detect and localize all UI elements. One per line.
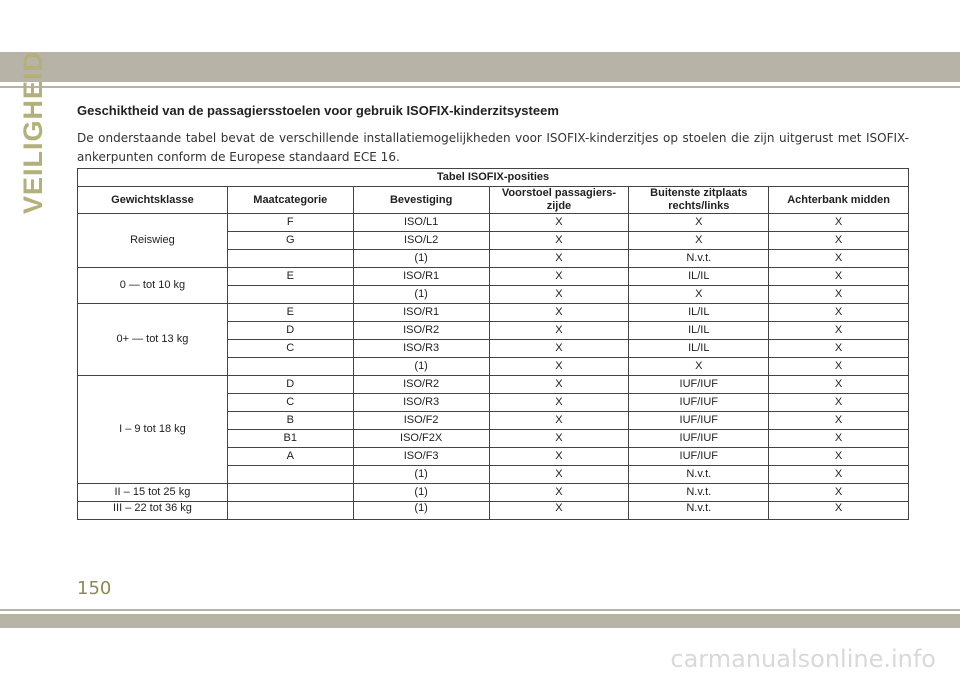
table-cell: X [489, 394, 629, 412]
table-cell: X [769, 232, 909, 250]
table-row [78, 376, 909, 394]
column-header: Buitenste zitplaats rechts/links [629, 187, 769, 214]
table-cell: X [629, 286, 769, 304]
table-cell [227, 502, 353, 520]
table-cell: ISO/R1 [353, 304, 489, 322]
weight-class-cell: II – 15 tot 25 kg [78, 484, 228, 502]
table-cell: X [489, 358, 629, 376]
table-cell: (1) [353, 484, 489, 502]
table-header-row [78, 187, 909, 214]
table-cell: X [769, 376, 909, 394]
table-cell: X [769, 430, 909, 448]
weight-class-cell: III – 22 tot 36 kg [78, 502, 228, 520]
table-cell: IUF/IUF [629, 376, 769, 394]
table-cell: X [769, 358, 909, 376]
table-cell: X [629, 232, 769, 250]
weight-class-cell: I – 9 tot 18 kg [78, 376, 228, 484]
table-cell: X [769, 304, 909, 322]
table-cell: IUF/IUF [629, 412, 769, 430]
page-number: 150 [77, 578, 112, 599]
table-cell: X [489, 214, 629, 232]
table-cell: ISO/F2X [353, 430, 489, 448]
table-cell: X [489, 268, 629, 286]
column-header: Maatcategorie [227, 187, 353, 214]
table-cell: (1) [353, 286, 489, 304]
table-cell: (1) [353, 250, 489, 268]
table-cell: IL/IL [629, 322, 769, 340]
column-header: Voorstoel passagiers- zijde [489, 187, 629, 214]
table-cell [227, 358, 353, 376]
table-cell: X [489, 412, 629, 430]
table-cell: X [769, 322, 909, 340]
table-cell: G [227, 232, 353, 250]
table-cell: ISO/F2 [353, 412, 489, 430]
intro-paragraph: De onderstaande tabel bevat de verschillende installatiemogelijkheden voor ISOFIX-kinderzitjes op stoelen die zijn uitgerust met ISOFIX-ankerpunten conform de Europese standaard ECE 16. [77, 131, 909, 164]
watermark: carmanualsonline.info [670, 645, 936, 673]
table-cell: X [489, 250, 629, 268]
table-cell: X [769, 394, 909, 412]
section-heading: Geschiktheid van de passagiersstoelen voor gebruik ISOFIX-kinderzitsysteem [77, 103, 559, 118]
table-cell: E [227, 268, 353, 286]
table-cell: IL/IL [629, 268, 769, 286]
table-cell: X [769, 502, 909, 520]
table-cell: X [769, 250, 909, 268]
column-header: Achterbank midden [769, 187, 909, 214]
table-cell: X [769, 268, 909, 286]
weight-class-cell: Reiswieg [78, 214, 228, 268]
table-cell: (1) [353, 466, 489, 484]
column-header: Bevestiging [353, 187, 489, 214]
table-cell: X [489, 430, 629, 448]
table-cell [227, 484, 353, 502]
table-cell: IUF/IUF [629, 430, 769, 448]
table-cell: ISO/R3 [353, 394, 489, 412]
table-row [78, 214, 909, 232]
table-cell: N.v.t. [629, 250, 769, 268]
table-cell: D [227, 322, 353, 340]
table-cell: N.v.t. [629, 502, 769, 520]
table-cell: X [489, 448, 629, 466]
bottom-line [0, 609, 960, 611]
table-title: Tabel ISOFIX-posities [78, 169, 909, 187]
table-cell [227, 286, 353, 304]
table-cell: X [769, 448, 909, 466]
table-cell: (1) [353, 358, 489, 376]
table-cell: X [489, 232, 629, 250]
weight-class-cell: 0 — tot 10 kg [78, 268, 228, 304]
bottom-band [0, 614, 960, 628]
table-cell: X [489, 286, 629, 304]
table-cell: ISO/R2 [353, 376, 489, 394]
weight-class-cell: 0+ — tot 13 kg [78, 304, 228, 376]
table-cell: X [629, 358, 769, 376]
table-cell: B [227, 412, 353, 430]
table-cell: IUF/IUF [629, 394, 769, 412]
table-cell: C [227, 394, 353, 412]
table-cell: X [629, 214, 769, 232]
table-cell: X [769, 286, 909, 304]
isofix-table [77, 168, 909, 520]
table-cell: ISO/L1 [353, 214, 489, 232]
table-cell: X [489, 484, 629, 502]
table-row [78, 484, 909, 502]
table-cell: F [227, 214, 353, 232]
table-cell: X [769, 484, 909, 502]
table-cell: X [769, 412, 909, 430]
table-cell [227, 250, 353, 268]
table-cell: ISO/F3 [353, 448, 489, 466]
table-cell: D [227, 376, 353, 394]
table-cell: IUF/IUF [629, 448, 769, 466]
table-cell: X [489, 376, 629, 394]
top-band [0, 52, 960, 82]
table-cell: X [489, 466, 629, 484]
table-cell: X [769, 214, 909, 232]
table-cell: ISO/R1 [353, 268, 489, 286]
table-row [78, 304, 909, 322]
table-row [78, 268, 909, 286]
table-cell: (1) [353, 502, 489, 520]
section-side-label: VEILIGHEID [18, 50, 48, 214]
table-cell: X [769, 340, 909, 358]
table-cell: A [227, 448, 353, 466]
table-cell: C [227, 340, 353, 358]
table-cell: IL/IL [629, 340, 769, 358]
table-cell: ISO/R2 [353, 322, 489, 340]
table-cell: ISO/L2 [353, 232, 489, 250]
table-cell: B1 [227, 430, 353, 448]
table-cell: E [227, 304, 353, 322]
table-cell: X [489, 304, 629, 322]
table-cell [227, 466, 353, 484]
table-cell: IL/IL [629, 304, 769, 322]
column-header: Gewichtsklasse [78, 187, 228, 214]
table-cell: N.v.t. [629, 466, 769, 484]
table-cell: N.v.t. [629, 484, 769, 502]
table-cell: X [489, 322, 629, 340]
table-cell: X [489, 502, 629, 520]
table-row [78, 502, 909, 520]
table-cell: X [489, 340, 629, 358]
table-cell: ISO/R3 [353, 340, 489, 358]
top-band-line [0, 86, 960, 88]
table-cell: X [769, 466, 909, 484]
